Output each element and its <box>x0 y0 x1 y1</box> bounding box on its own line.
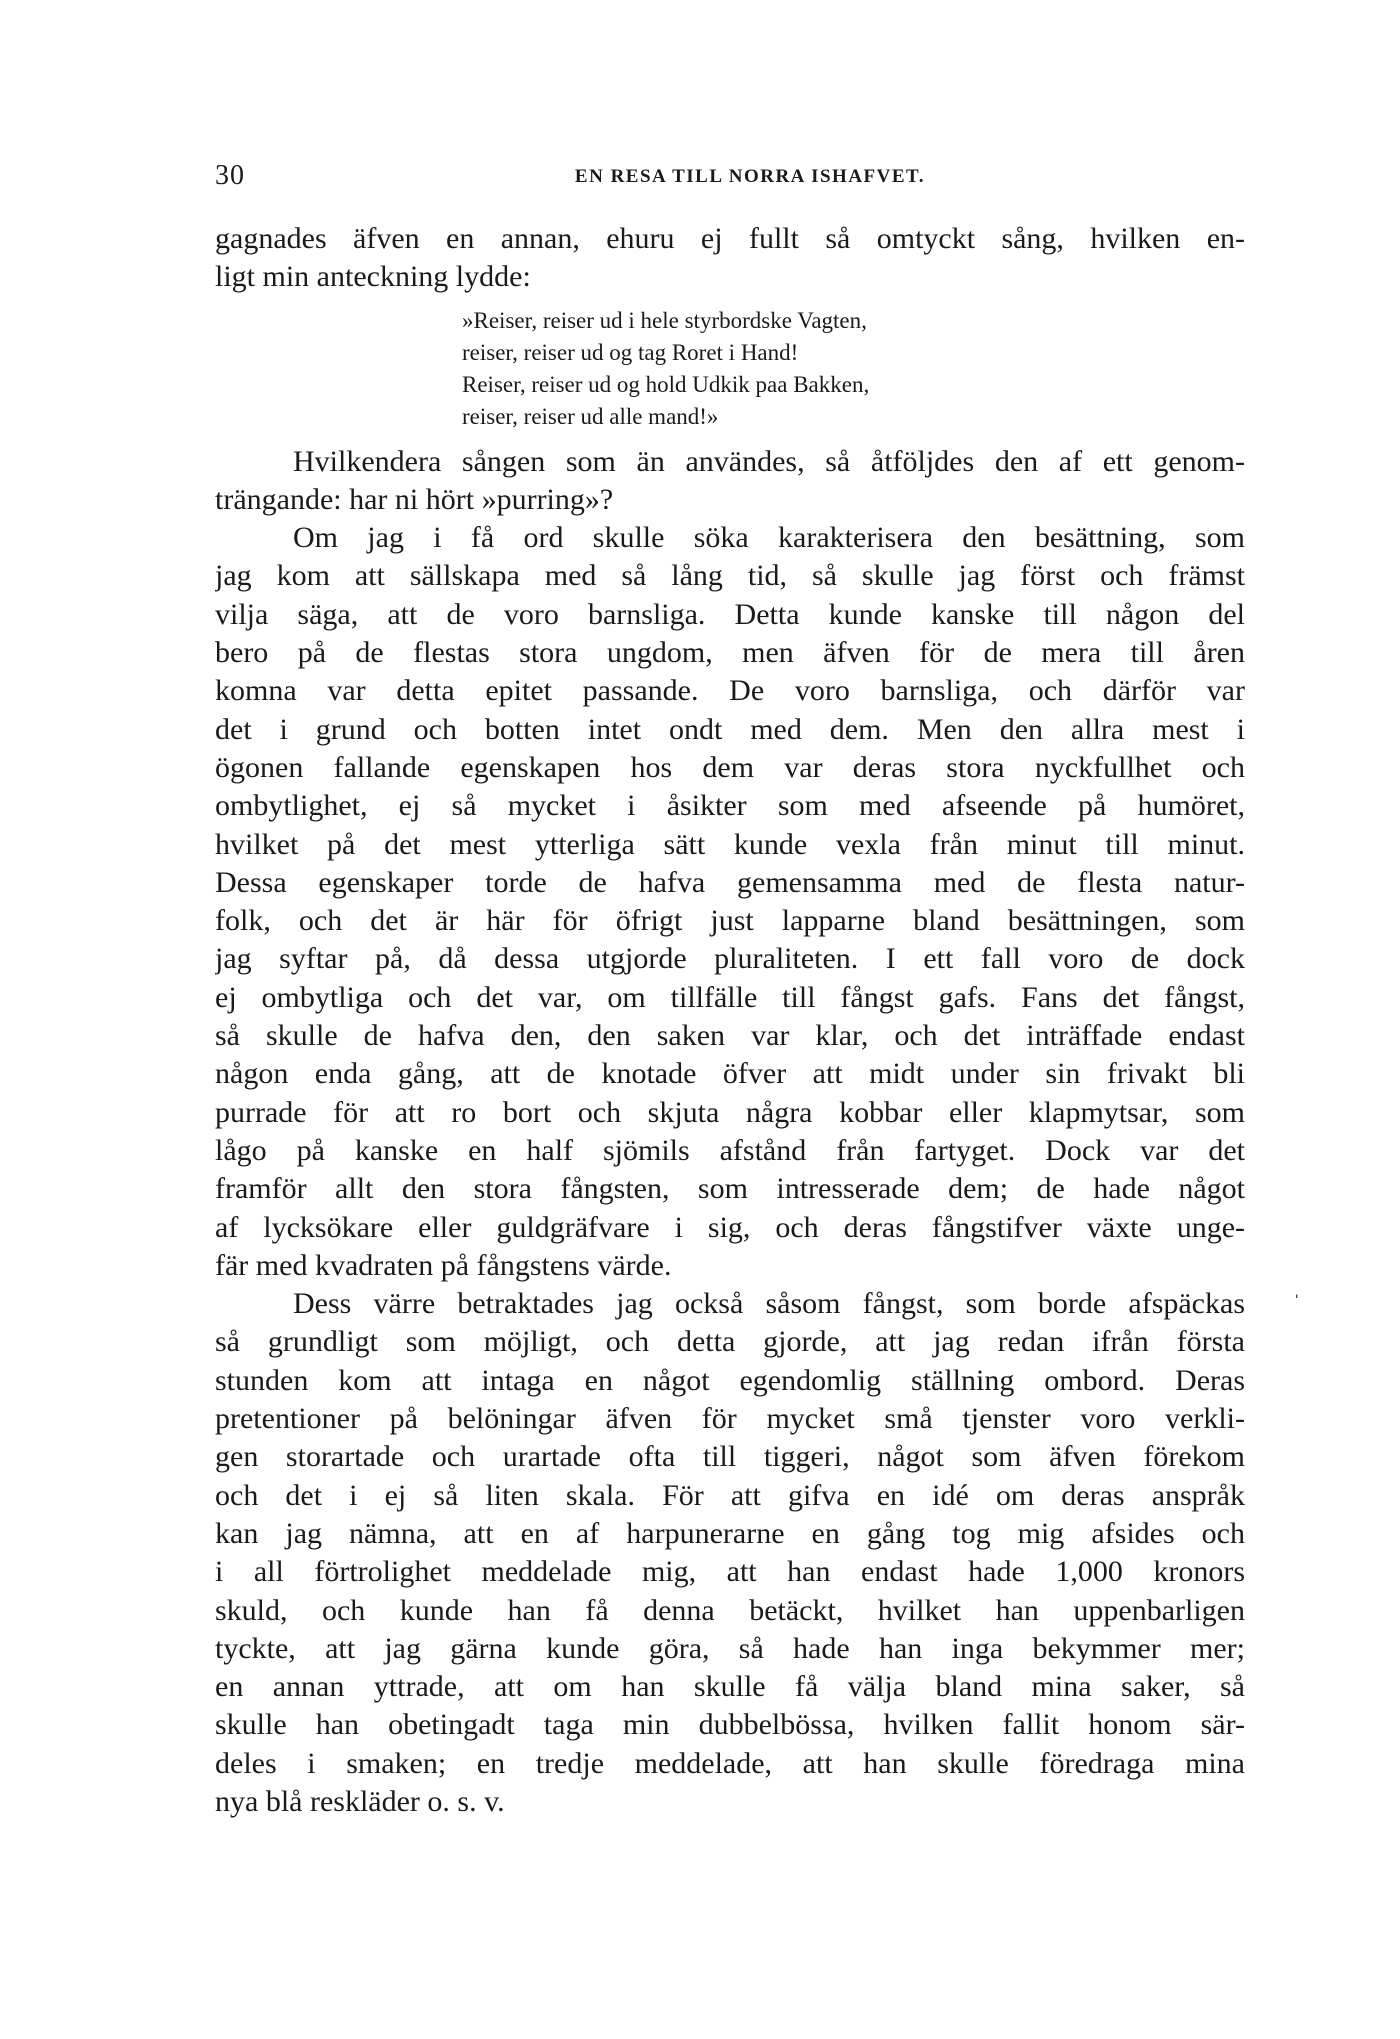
body-text <box>215 220 1245 1821</box>
text-line: en annan yttrade, att om han skulle få välja bland mina saker, så <box>215 1670 1245 1704</box>
scan-speck-mark: ˈ <box>1293 1290 1301 1315</box>
text-line: så skulle de hafva den, den saken var klar, och det inträffade endast <box>215 1019 1245 1053</box>
text-line: gagnades äfven en annan, ehuru ej fullt så omtyckt sång, hvilken en- <box>215 222 1245 255</box>
text-line: kan jag nämna, att en af harpunerarne en gång tog mig afsides och <box>215 1516 1245 1550</box>
text-line: det i grund och botten intet ondt med dem. Men den allra mest i <box>215 712 1245 746</box>
text-line: så grundligt som möjligt, och detta gjorde, att jag redan ifrån första <box>215 1325 1245 1359</box>
text-line: Hvilkendera sången som än användes, så åtföljdes den af ett genom- <box>293 444 1245 478</box>
verse-line: Reiser, reiser ud og hold Udkik paa Bakken, <box>462 371 870 397</box>
text-line: framför allt den stora fångsten, som intresserade dem; de hade något <box>215 1172 1245 1206</box>
text-line: i all förtrolighet meddelade mig, att han endast hade 1,000 kronors <box>215 1555 1245 1589</box>
song-verse <box>215 305 1245 433</box>
text-line: Dessa egenskaper torde de hafva gemensamma med de flesta natur- <box>215 865 1245 899</box>
paragraph-1 <box>215 443 1245 520</box>
text-line: jag kom att sällskapa med så lång tid, så skulle jag först och främst <box>215 559 1245 593</box>
text-line: fär med kvadraten på fångstens värde. <box>215 1248 672 1282</box>
page-number: 30 <box>215 160 245 191</box>
page-header <box>215 160 1245 200</box>
text-line: skuld, och kunde han få denna betäckt, hvilket han uppenbarligen <box>215 1593 1245 1627</box>
text-line: ögonen fallande egenskapen hos dem var deras stora nyckfullhet och <box>215 750 1245 784</box>
text-line: vilja säga, att de voro barnsliga. Detta kunde kanske till någon del <box>215 597 1245 631</box>
verse-line: »Reiser, reiser ud i hele styrbordske Vagten, <box>462 307 867 333</box>
text-line: komna var detta epitet passande. De voro barnsliga, och därför var <box>215 674 1245 708</box>
text-line: deles i smaken; en tredje meddelade, att han skulle föredraga mina <box>215 1746 1245 1780</box>
verse-line: reiser, reiser ud og tag Roret i Hand! <box>462 339 799 365</box>
text-line: bero på de flestas stora ungdom, men äfven för de mera till åren <box>215 636 1245 670</box>
text-line: purrade för att ro bort och skjuta några kobbar eller klapmytsar, som <box>215 1095 1245 1129</box>
text-line: af lycksökare eller guldgräfvare i sig, och deras fångstifver växte unge- <box>215 1210 1245 1244</box>
text-line: pretentioner på belöningar äfven för mycket små tjenster voro verkli- <box>215 1402 1245 1436</box>
running-title: EN RESA TILL NORRA ISHAFVET. <box>574 166 926 187</box>
text-line: trängande: har ni hört »purring»? <box>215 482 614 516</box>
text-line: ombytlighet, ej så mycket i åsikter som med afseende på humöret, <box>215 789 1245 823</box>
text-line: någon enda gång, att de knotade öfver att midt under sin frivakt bli <box>215 1057 1245 1091</box>
text-line: stunden kom att intaga en något egendomlig ställning ombord. Deras <box>215 1363 1245 1397</box>
text-line: lågo på kanske en half sjömils afstånd från fartyget. Dock var det <box>215 1133 1245 1167</box>
paragraph-2 <box>215 519 1245 1285</box>
text-line: Dess värre betraktades jag också såsom fångst, som borde afspäckas <box>293 1287 1245 1321</box>
text-line: ej ombytliga och det var, om tillfälle till fångst gafs. Fans det fångst, <box>215 980 1245 1014</box>
text-line: nya blå reskläder o. s. v. <box>215 1784 505 1818</box>
text-line: ligt min anteckning lydde: <box>215 260 531 294</box>
text-line: hvilket på det mest ytterliga sätt kunde vexla från minut till minut. <box>215 827 1245 861</box>
intro-block <box>215 220 1245 297</box>
text-line: skulle han obetingadt taga min dubbelbössa, hvilken fallit honom sär- <box>215 1708 1245 1742</box>
text-line: folk, och det är här för öfrigt just lapparne bland besättningen, som <box>215 904 1245 938</box>
text-line: tyckte, att jag gärna kunde göra, så hade han inga bekymmer mer; <box>215 1631 1245 1665</box>
text-line: gen storartade och urartade ofta till tiggeri, något som äfven förekom <box>215 1440 1245 1474</box>
text-line: och det i ej så liten skala. För att gifva en idé om deras anspråk <box>215 1478 1245 1512</box>
text-line: Om jag i få ord skulle söka karakterisera den besättning, som <box>293 521 1245 555</box>
text-line: jag syftar på, då dessa utgjorde pluraliteten. I ett fall voro de dock <box>215 942 1245 976</box>
paragraph-3 <box>215 1285 1245 1821</box>
verse-line: reiser, reiser ud alle mand!» <box>462 403 719 429</box>
